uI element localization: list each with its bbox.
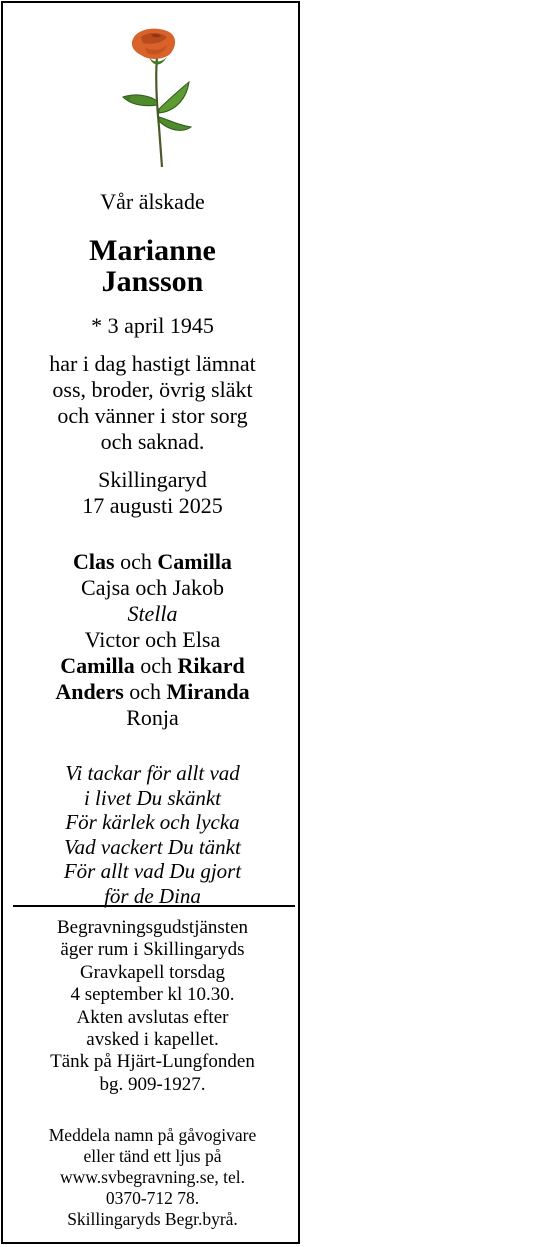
funeral-line: äger rum i Skillingaryds	[60, 939, 245, 961]
message-line: har i dag hastigt lämnat	[49, 351, 256, 376]
family-line	[3, 549, 302, 575]
verse-line: För kärlek och lycka	[65, 810, 240, 834]
date: 17 augusti 2025	[82, 493, 223, 518]
memorial-verse	[3, 761, 302, 908]
place: Skillingaryd	[98, 467, 207, 492]
family-name: Camilla	[60, 653, 135, 678]
family-conjunction: och	[123, 679, 167, 704]
family-line	[3, 653, 302, 679]
verse-line: för de Dina	[104, 883, 201, 908]
verse-line: Vad vackert Du tänkt	[64, 834, 241, 859]
family-line: Cajsa och Jakob	[81, 575, 224, 600]
verse-line: i livet Du skänkt	[83, 785, 222, 810]
contact-line: www.svbegravning.se, tel.	[59, 1167, 245, 1187]
family-line	[3, 679, 302, 705]
obituary-notice	[1, 1, 300, 1244]
funeral-line: Akten avslutas efter	[76, 1006, 229, 1028]
contact-line: Meddela namn på gåvogivare	[48, 1125, 257, 1145]
contact-line: eller tänd ett ljus på	[83, 1146, 222, 1166]
message-line: oss, broder, övrig släkt	[52, 377, 253, 402]
intro-text: Vår älskade	[100, 189, 205, 214]
family-list	[3, 549, 302, 731]
funeral-line: avsked i kapellet.	[86, 1029, 219, 1051]
contact-line: 0370-712 78.	[105, 1188, 200, 1208]
rose-icon	[111, 27, 201, 169]
family-line: Stella	[127, 601, 178, 626]
family-line: Ronja	[126, 705, 179, 730]
funeral-info	[3, 917, 302, 1096]
message-line: och saknad.	[100, 429, 205, 454]
funeral-line: Gravkapell torsdag	[79, 961, 226, 983]
divider	[13, 905, 295, 907]
place-and-date	[3, 467, 302, 519]
death-message	[3, 351, 302, 455]
family-name: Anders	[55, 679, 124, 704]
family-name: Rikard	[177, 653, 245, 678]
funeral-line: Tänk på Hjärt-Lungfonden	[50, 1051, 255, 1073]
family-name: Camilla	[157, 549, 232, 574]
deceased-last-name: Jansson	[101, 265, 204, 298]
family-line: Victor och Elsa	[84, 627, 221, 652]
funeral-line: Begravningsgudstjänsten	[56, 917, 249, 938]
family-conjunction: och	[134, 653, 178, 678]
birth-date: * 3 april 1945	[91, 313, 214, 338]
contact-line: Skillingaryds Begr.byrå.	[67, 1209, 238, 1229]
verse-line: Vi tackar för allt vad	[65, 761, 240, 785]
family-conjunction: och	[114, 549, 158, 574]
deceased-first-name: Marianne	[89, 234, 216, 267]
family-name: Clas	[73, 549, 115, 574]
funeral-line: 4 september kl 10.30.	[70, 984, 235, 1006]
verse-line: För allt vad Du gjort	[63, 859, 242, 883]
contact-info	[3, 1125, 302, 1230]
message-line: och vänner i stor sorg	[57, 403, 248, 428]
funeral-line: bg. 909-1927.	[99, 1073, 206, 1095]
family-name: Miranda	[166, 679, 250, 704]
